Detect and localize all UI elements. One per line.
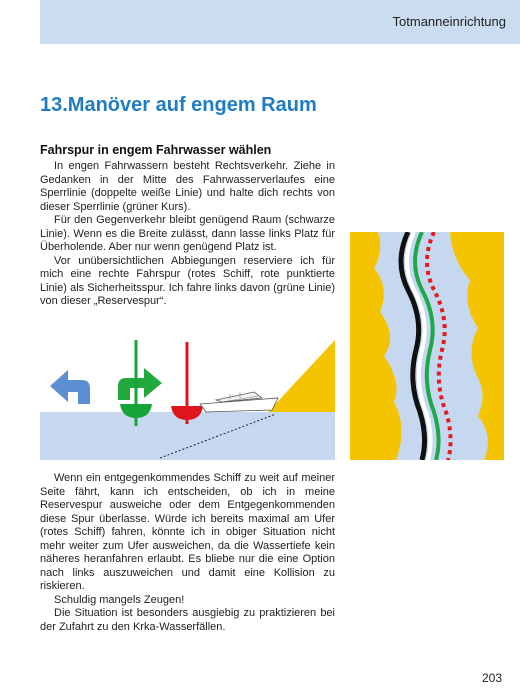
paragraph: Wenn ein entgegenkommendes Schiff zu weit auf meiner Seite fährt, kann ich entscheiden, ob ich in meine Reservespur ausweiche oder dem Entgegenkommenden diese Spur überlasse. Würde ich bereits maximal am Ufer (rotes Schiff) fahren, könnte ich in obiger Situation nicht mehr weiter zum Ufer ausweichen, da die Wassertiefe kein näheres heranfahren erlaubt. Es bliebe nur die eine Option nach links auszuweichen und damit eine Kollision zu riskieren. xyxy=(40,472,335,592)
paragraph: Für den Gegenverkehr bleibt genügend Raum (schwarze Linie). Wenn es die Breite zulässt, dann lasse links Platz für Überholende. Aber nur wenn genügend Platz ist. xyxy=(40,214,335,253)
green-turn-arrow xyxy=(118,368,162,400)
maneuver-illustration xyxy=(40,336,335,460)
paragraph: Schuldig mangels Zeugen! xyxy=(54,593,185,606)
page-number: 203 xyxy=(481,671,502,685)
body-text-bottom xyxy=(40,472,335,634)
chapter-title: 13.Manöver auf engem Raum xyxy=(40,94,317,116)
motor-yacht-icon xyxy=(200,392,278,412)
paragraph: Vor unübersichtlichen Abbiegungen reserviere ich für mich eine rechte Fahrspur (rotes Schiff, rote punktierte Linie) als Sicherheitsspur. Ich fahre links davon (grüne Linie) von dieser „Reservespur“. xyxy=(40,254,335,307)
body-text-top xyxy=(40,160,335,309)
header-title: Totmanneinrichtung xyxy=(392,14,506,29)
blue-turn-arrow xyxy=(50,370,90,404)
fairway-lanes-illustration xyxy=(350,232,504,460)
section-heading: Fahrspur in engem Fahrwasser wählen xyxy=(40,143,272,157)
paragraph: In engen Fahrwassern besteht Rechtsverkehr. Ziehe in Gedanken in der Mitte des Fahrwasserverlaufes eine Sperrlinie (doppelte weiße Linie) und halte dich rechts von dieser Sperrlinie (grüner Kurs). xyxy=(40,160,335,213)
header-bar xyxy=(40,0,520,44)
shore-slope xyxy=(268,340,335,412)
paragraph: Die Situation ist besonders ausgiebig zu praktizieren bei der Zufahrt zu den Krka-Wasserfällen. xyxy=(40,607,335,633)
